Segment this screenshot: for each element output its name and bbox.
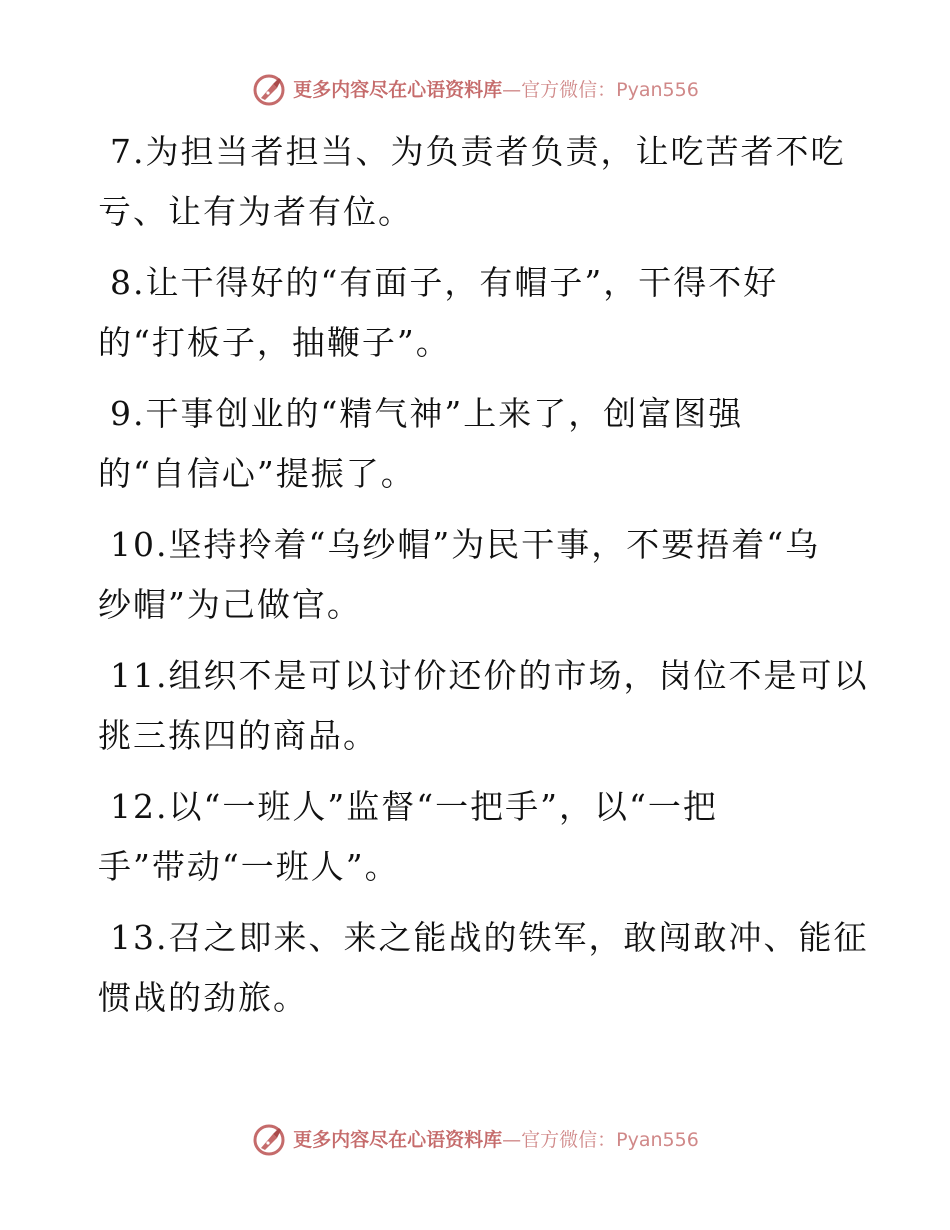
header-watermark-main: 更多内容尽在心语资料库 [293, 79, 503, 101]
footer-watermark-main: 更多内容尽在心语资料库 [293, 1129, 503, 1151]
list-item-line: 8.让干得好的“有面子，有帽子”，干得不好 [110, 263, 779, 302]
pen-nib-logo-icon [251, 1122, 287, 1158]
list-item-line: 13.召之即来、来之能战的铁军，敢闯敢冲、能征 [110, 918, 869, 957]
list-item-line: 的“打板子，抽鞭子”。 [98, 323, 451, 362]
list-item [98, 253, 858, 373]
list-item [98, 908, 869, 1028]
list-item [98, 384, 858, 504]
footer-watermark-text [293, 1120, 699, 1160]
list-item-line: 12.以“一班人”监督“一把手”，以“一把 [110, 787, 718, 826]
list-item [98, 646, 869, 766]
list-item [98, 122, 858, 242]
list-item-line: 惯战的劲旅。 [98, 978, 308, 1017]
list-item-line: 的“自信心”提振了。 [98, 454, 416, 493]
list-item-line: 亏、让有为者有位。 [98, 192, 413, 231]
header-watermark [0, 70, 950, 110]
footer-watermark [0, 1120, 950, 1160]
pen-nib-logo-icon [251, 72, 287, 108]
list-item [98, 515, 858, 635]
list-item-line: 挑三拣四的商品。 [98, 716, 378, 755]
list-item-line: 纱帽”为己做官。 [98, 585, 362, 624]
list-item-line: 11.组织不是可以讨价还价的市场，岗位不是可以 [110, 656, 869, 695]
list-item [98, 777, 858, 897]
list-item-line: 10.坚持拎着“乌纱帽”为民干事，不要捂着“乌 [110, 525, 821, 564]
header-watermark-sub: —官方微信：Pyan556 [502, 79, 699, 101]
list-item-line: 手”带动“一班人”。 [98, 847, 400, 886]
footer-watermark-sub: —官方微信：Pyan556 [502, 1129, 699, 1151]
list-item-line: 9.干事创业的“精气神”上来了，创富图强 [110, 394, 744, 433]
document-body [98, 122, 869, 1039]
header-watermark-text [293, 70, 699, 110]
list-item-line: 7.为担当者担当、为负责者负责，让吃苦者不吃 [110, 132, 846, 171]
